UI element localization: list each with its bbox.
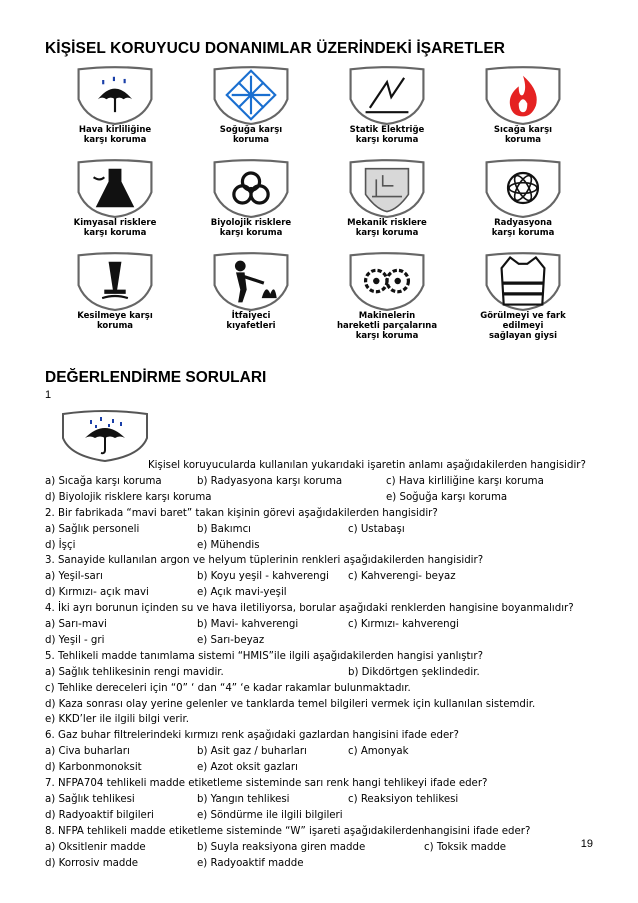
question-line: c) Amonyak — [348, 746, 409, 758]
question-stem: Kişisel koruyucularda kullanılan yukarıdaki işaretin anlamı aşağıdakilerden hangisidir? — [148, 460, 586, 471]
question-line: a) Sağlık personeli — [45, 523, 140, 535]
umbrella-rain-icon — [60, 65, 170, 125]
page-title: KİŞİSEL KORUYUCU DONANIMLAR ÜZERİNDEKİ İŞARETLER — [45, 40, 506, 57]
question-line: a) Yeşil-sarı — [45, 571, 103, 583]
icon-caption — [196, 218, 306, 238]
question-line: b) Mavi- kahverengi — [197, 619, 299, 630]
question-line: d) Radyoaktif bilgileri — [45, 809, 154, 821]
question-line: 6. Gaz buhar filtrelerindeki kırmızı renk aşağıdaki gazlardan hangisini ifade eder? — [45, 730, 459, 742]
question-line: e) Açık mavi-yeşil — [197, 587, 287, 599]
question-line: b) Dikdörtgen şeklindedir. — [348, 666, 480, 678]
icon-caption — [468, 311, 578, 341]
question-line: c) Kırmızı- kahverengi — [348, 619, 459, 630]
icon-tile — [332, 158, 442, 238]
question-line: a) Sağlık tehlikesinin rengi mavidir. — [45, 666, 224, 678]
icon-caption — [60, 218, 170, 238]
icon-tile — [60, 251, 170, 331]
question-line: e) Söndürme ile ilgili bilgileri — [197, 809, 343, 821]
icon-tile — [60, 158, 170, 238]
icon-caption — [468, 125, 578, 145]
icon-caption-line: karşı koruma — [83, 228, 147, 238]
icon-tile — [60, 65, 170, 145]
icon-tile — [196, 65, 306, 145]
question-line: e) Sarı-beyaz — [197, 634, 265, 646]
icon-caption — [332, 125, 442, 145]
question-line: b) Asit gaz / buharları — [197, 746, 307, 758]
question-line: c) Tehlike dereceleri için “0” ‘ dan “4” ‘e kadar rakamlar bulunmaktadır. — [45, 682, 411, 694]
question-line: 4. İki ayrı borunun içinden su ve hava iletiliyorsa, borular aşağıdaki renklerden hangisine boyanmalıdır? — [45, 603, 574, 615]
icon-caption — [332, 311, 442, 341]
icon-caption-line: Mekanik risklere — [347, 218, 427, 228]
icon-caption — [60, 125, 170, 145]
icon-tile — [468, 251, 578, 341]
biohazard-icon — [196, 158, 306, 218]
question-line: a) Civa buharları — [45, 746, 130, 758]
icon-caption-line: Makinelerin — [358, 311, 416, 321]
icon-tile — [468, 158, 578, 238]
icon-caption-line: koruma — [504, 135, 542, 145]
icon-caption-line: edilmeyi — [502, 321, 544, 331]
question-line: c) Reaksiyon tehlikesi — [348, 793, 459, 805]
question-line: c) Kahverengi- beyaz — [348, 571, 456, 583]
question-number: 1 — [45, 389, 52, 401]
gears-icon — [332, 251, 442, 311]
question-line: a) Sıcağa karşı koruma — [45, 475, 162, 487]
icon-grid — [60, 65, 580, 355]
question-line: b) Koyu yeşil - kahverengi — [197, 571, 329, 583]
question-line: b) Radyasyona karşı koruma — [197, 475, 343, 487]
question-line: d) Kırmızı- açık mavi — [45, 587, 149, 599]
umbrella-rain-icon — [60, 410, 150, 462]
icon-caption-line: hareketli parçalarına — [336, 321, 438, 331]
icon-caption-line: kıyafetleri — [226, 321, 276, 331]
question-line: c) Ustabaşı — [348, 523, 405, 535]
icon-caption-line: Sıcağa karşı — [493, 125, 553, 135]
question-line: 2. Bir fabrikada “mavi baret” takan kişinin görevi aşağıdakilerden hangisidir? — [45, 507, 438, 519]
icon-caption-line: karşı koruma — [355, 228, 419, 238]
icon-tile — [332, 251, 442, 341]
question-line: c) Hava kirliliğine karşı koruma — [386, 475, 544, 487]
icon-caption-line: Statik Elektriğe — [349, 125, 425, 135]
question-line: d) Biyolojik risklere karşı koruma — [45, 491, 212, 503]
snowflake-icon — [196, 65, 306, 125]
chemical-flask-icon — [60, 158, 170, 218]
icon-caption-line: koruma — [232, 135, 270, 145]
cut-protection-icon — [60, 251, 170, 311]
icon-caption-line: Radyasyona — [494, 218, 552, 228]
question-line: c) Toksik madde — [424, 841, 507, 853]
icon-caption-line: Kesilmeye karşı — [77, 311, 153, 321]
question-line: d) Yeşil - gri — [45, 634, 105, 646]
mechanical-risk-icon — [332, 158, 442, 218]
question-line: e) Azot oksit gazları — [197, 762, 298, 774]
question-line: d) Korrosiv madde — [45, 857, 139, 869]
question-line: e) Mühendis — [197, 539, 260, 551]
icon-caption-line: Hava kirliliğine — [78, 125, 152, 135]
question-shield-figure — [60, 410, 150, 460]
question-line: a) Oksitlenir madde — [45, 841, 146, 853]
icon-caption-line: Kimyasal risklere — [73, 218, 157, 228]
icon-caption — [332, 218, 442, 238]
question-line: 3. Sanayide kullanılan argon ve helyum tüplerinin renkleri aşağıdakilerden hangisidir? — [45, 555, 484, 567]
question-line: e) KKD’ler ile ilgili bilgi verir. — [45, 714, 189, 726]
icon-caption — [468, 218, 578, 238]
question-line: 7. NFPA704 tehlikeli madde etiketleme sisteminde sarı renk hangi tehlikeyi ifade eder? — [45, 778, 488, 789]
question-line: a) Sarı-mavi — [45, 619, 107, 630]
icon-caption-line: Biyolojik risklere — [210, 218, 292, 228]
icon-caption-line: karşı koruma — [83, 135, 147, 145]
question-line: d) Karbonmonoksit — [45, 762, 142, 774]
icon-caption-line: sağlayan giysi — [488, 331, 558, 341]
icon-caption — [60, 311, 170, 331]
icon-tile — [196, 251, 306, 331]
question-line: 5. Tehlikeli madde tanımlama sistemi “HMIS”ile ilgili aşağıdakilerden hangisi yanlıştır? — [45, 650, 483, 662]
icon-caption-line: karşı koruma — [219, 228, 283, 238]
section-title: DEĞERLENDİRME SORULARI — [45, 369, 267, 386]
question-line: b) Yangın tehlikesi — [197, 793, 290, 805]
question-line: a) Sağlık tehlikesi — [45, 793, 135, 805]
static-electricity-icon — [332, 65, 442, 125]
icon-caption-line: karşı koruma — [491, 228, 555, 238]
flame-icon — [468, 65, 578, 125]
icon-caption — [196, 311, 306, 331]
icon-caption-line: karşı koruma — [355, 331, 419, 341]
icon-tile — [468, 65, 578, 145]
question-line: e) Soğuğa karşı koruma — [386, 491, 508, 503]
icon-caption-line: İtfaiyeci — [231, 311, 271, 321]
radiation-icon — [468, 158, 578, 218]
question-line: b) Suyla reaksiyona giren madde — [197, 841, 366, 853]
icon-caption-line: Soğuğa karşı — [219, 125, 283, 135]
high-visibility-vest-icon — [468, 251, 578, 311]
question-line: hangisini ifade eder? — [424, 825, 531, 837]
icon-caption-line: koruma — [96, 321, 134, 331]
icon-caption-line: Görülmeyi ve fark — [480, 311, 566, 321]
page-number: 19 — [580, 838, 593, 850]
icon-caption-line: karşı koruma — [355, 135, 419, 145]
question-line: 8. NFPA tehlikeli madde etiketleme sisteminde “W” işareti aşağıdakilerden — [45, 825, 425, 837]
question-line: d) Kaza sonrası olay yerine gelenler ve tanklarda temel bilgileri vermek için kullanılan sistemdir. — [45, 698, 536, 710]
icon-caption — [196, 125, 306, 145]
question-line: d) İşçi — [45, 539, 76, 551]
icon-tile — [332, 65, 442, 145]
question-line: b) Bakımcı — [197, 523, 251, 535]
icon-tile — [196, 158, 306, 238]
firefighter-icon — [196, 251, 306, 311]
question-line: e) Radyoaktif madde — [197, 857, 304, 869]
